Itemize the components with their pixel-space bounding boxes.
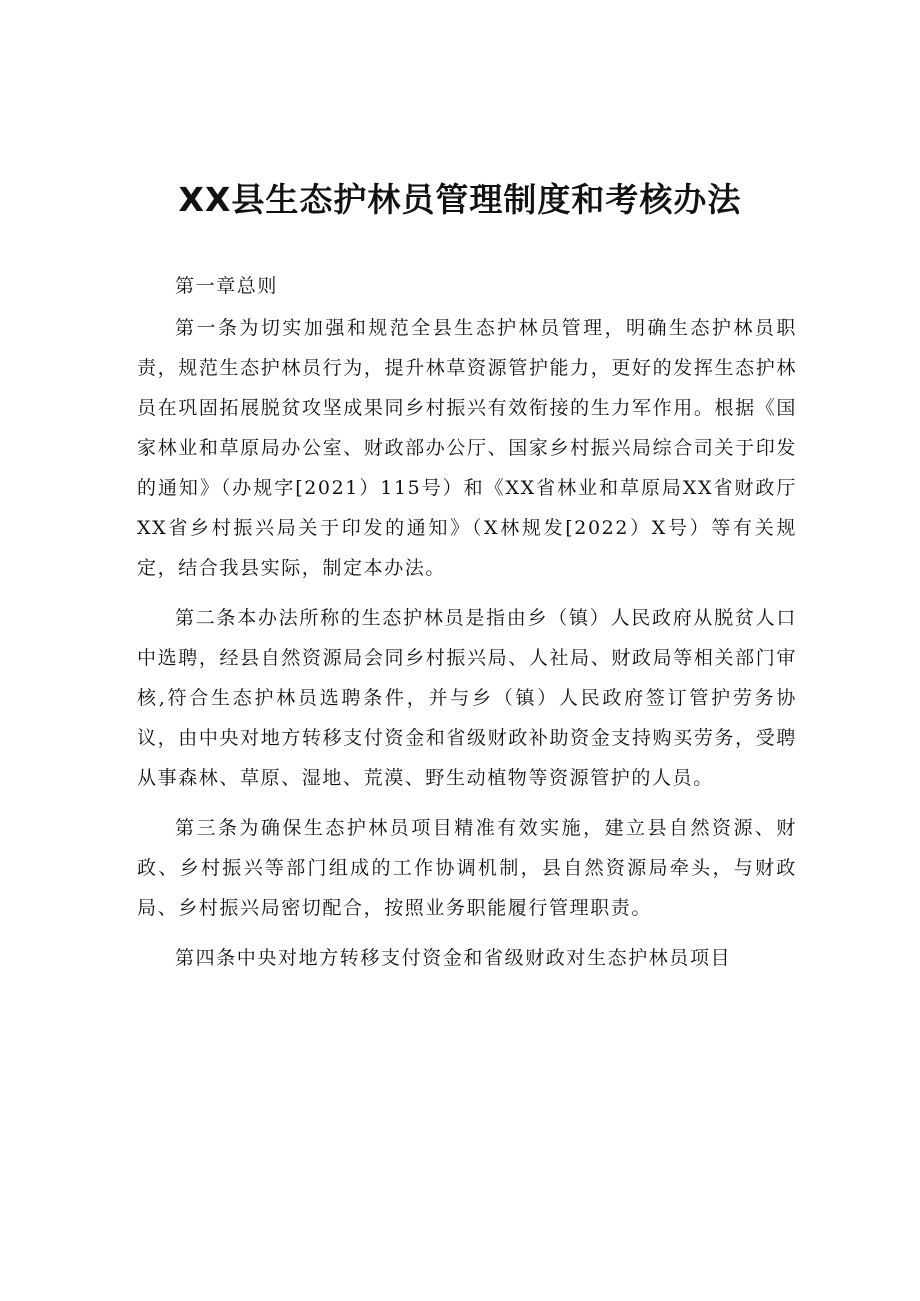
document-title: XX县生态护林员管理制度和考核办法 <box>178 180 742 219</box>
document-body <box>137 266 797 988</box>
article-4: 第四条中央对地方转移支付资金和省级财政对生态护林员项目 <box>175 947 732 969</box>
article-2: 第二条本办法所称的生态护林员是指由乡（镇）人民政府从脱贫人口中选聘，经县自然资源局会同乡村振兴局、人社局、财政局等相关部门审核,符合生态护林员选聘条件，并与乡（镇）人民政府签订管护劳务协议，由中央对地方转移支付资金和省级财政补助资金支持购买劳务，受聘从事森林、草原、湿地、荒漠、野生动植物等资源管护的人员。 <box>137 607 797 789</box>
chapter-heading: 第一章总则 <box>175 275 279 297</box>
article-3: 第三条为确保生态护林员项目精准有效实施，建立县自然资源、财政、乡村振兴等部门组成的工作协调机制，县自然资源局牵头，与财政局、乡村振兴局密切配合，按照业务职能履行管理职责。 <box>137 817 797 919</box>
article-1: 第一条为切实加强和规范全县生态护林员管理，明确生态护林员职责，规范生态护林员行为，提升林草资源管护能力，更好的发挥生态护林员在巩固拓展脱贫攻坚成果同乡村振兴有效衔接的生力军作用。根据《国家林业和草原局办公室、财政部办公厅、国家乡村振兴局综合司关于印发的通知》（办规字[2021）115号）和《XX省林业和草原局XX省财政厅XX省乡村振兴局关于印发的通知》（X林规发[2022）X号）等有关规定，结合我县实际，制定本办法。 <box>137 317 797 579</box>
